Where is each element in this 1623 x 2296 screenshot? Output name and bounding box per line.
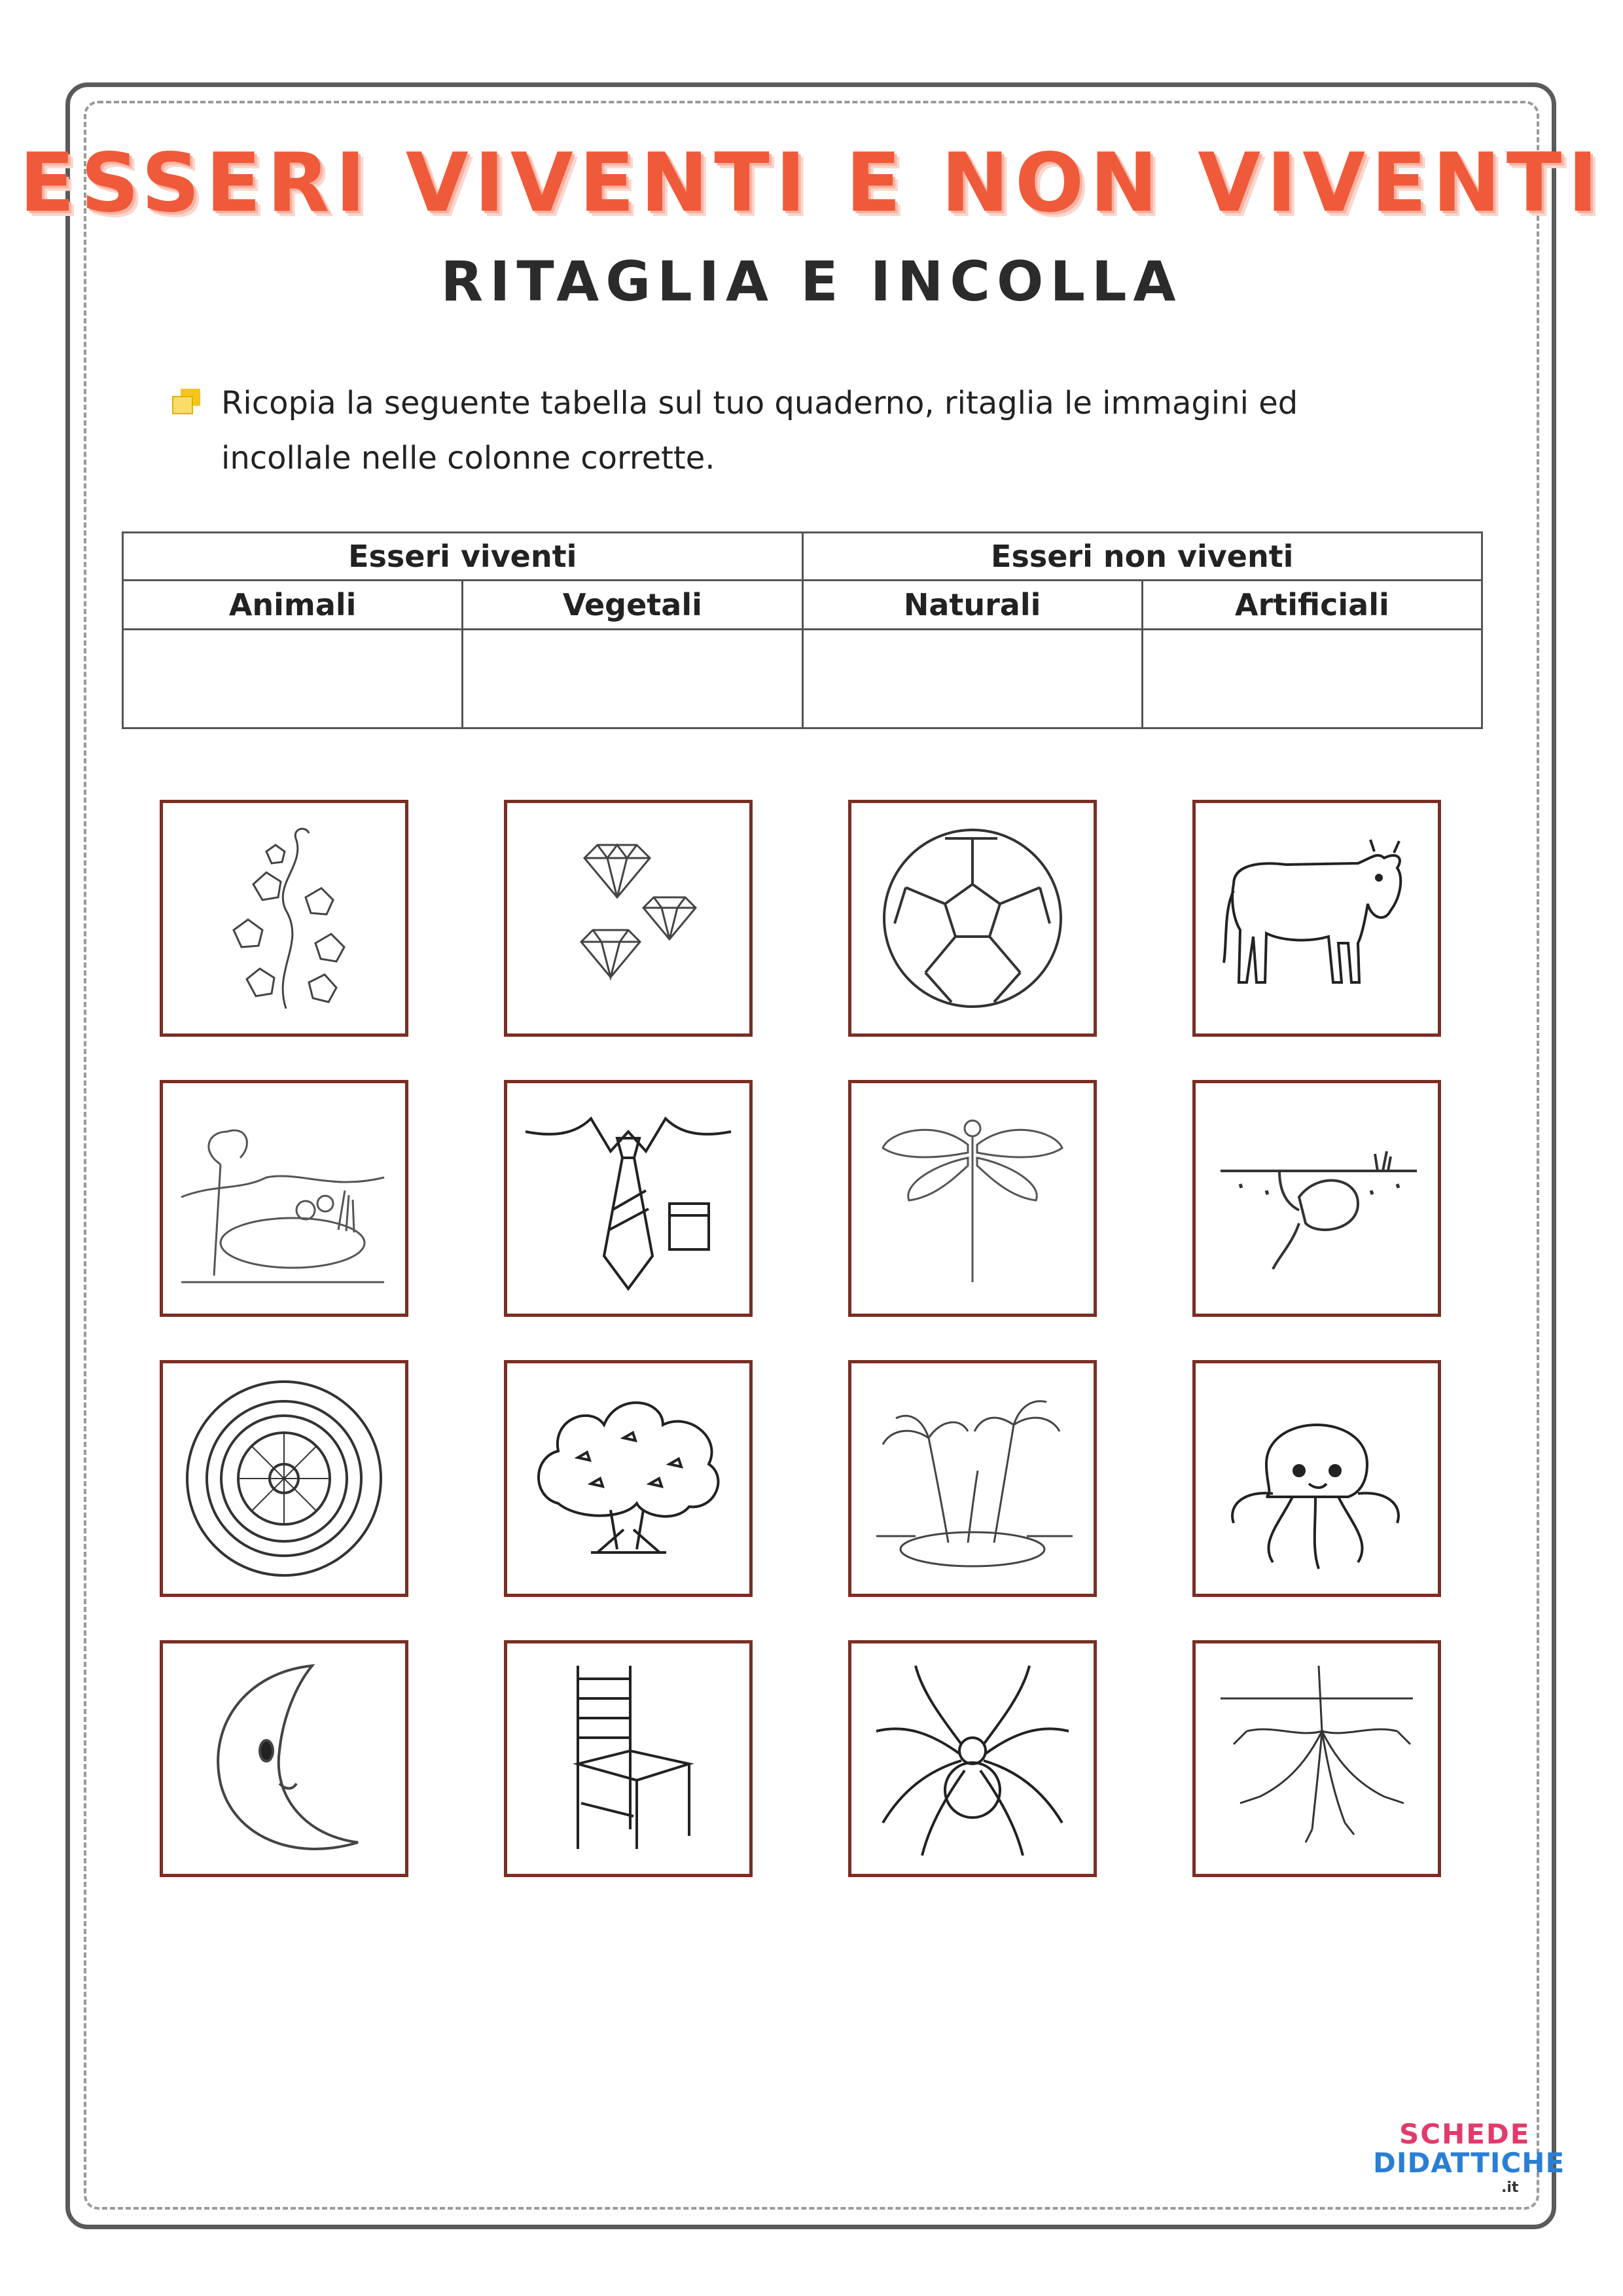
sprouting-seed-icon <box>1207 1092 1426 1304</box>
cutout-card[interactable] <box>160 1640 408 1877</box>
cutout-card[interactable] <box>848 1360 1097 1597</box>
column-header-animali: Animali <box>123 581 463 630</box>
roots-icon <box>1207 1653 1426 1865</box>
page-subtitle: RITAGLIA E INCOLLA <box>440 249 1183 314</box>
chair-icon <box>519 1653 738 1865</box>
cutout-card[interactable] <box>848 1640 1097 1877</box>
column-header-naturali: Naturali <box>802 581 1142 630</box>
cutout-card[interactable] <box>1192 800 1441 1037</box>
octopus-icon <box>1207 1372 1426 1585</box>
empty-cell-vegetali <box>463 630 802 728</box>
cutout-card[interactable] <box>1192 1080 1441 1317</box>
column-header-vegetali: Vegetali <box>463 581 802 630</box>
ivy-plant-icon <box>175 812 393 1024</box>
pond-landscape-icon <box>175 1092 393 1304</box>
group-header-nonliving: Esseri non viventi <box>802 533 1482 581</box>
instruction-line-1: Ricopia la seguente tabella sul tuo quaderno, ritaglia le immagini ed <box>221 385 1298 422</box>
crescent-moon-icon <box>175 1653 393 1865</box>
car-wheel-icon <box>175 1372 393 1585</box>
empty-cell-animali <box>123 630 463 728</box>
empty-cell-artificiali <box>1142 630 1482 728</box>
instruction-line-2: incollale nelle colonne corrette. <box>221 440 715 476</box>
cutout-card[interactable] <box>160 1360 408 1597</box>
classification-table <box>122 531 1483 729</box>
cutout-card[interactable] <box>160 800 408 1037</box>
gems-icon <box>519 812 738 1024</box>
logo-word-schede: SCHEDE <box>1399 2118 1531 2150</box>
cutout-card[interactable] <box>848 800 1097 1037</box>
dragonfly-icon <box>863 1092 1082 1304</box>
cutout-card[interactable] <box>1192 1640 1441 1877</box>
cutout-card[interactable] <box>504 1360 753 1597</box>
cow-icon <box>1207 812 1426 1024</box>
spider-icon <box>863 1653 1082 1865</box>
logo-word-didattiche: DIDATTICHE <box>1373 2147 1565 2179</box>
cutout-card[interactable] <box>504 1080 753 1317</box>
bush-icon <box>519 1372 738 1585</box>
brand-logo <box>1373 2118 1565 2197</box>
page-title: ESSERI VIVENTI E NON VIVENTI <box>19 136 1604 230</box>
cutout-card[interactable] <box>160 1080 408 1317</box>
palm-island-icon <box>863 1372 1082 1585</box>
column-header-artificiali: Artificiali <box>1142 581 1482 630</box>
group-header-living: Esseri viventi <box>123 533 803 581</box>
cutout-card[interactable] <box>1192 1360 1441 1597</box>
soccer-ball-icon <box>863 812 1082 1024</box>
cutout-card[interactable] <box>848 1080 1097 1317</box>
logo-suffix: .it <box>1501 2179 1519 2196</box>
cutout-card[interactable] <box>504 1640 753 1877</box>
bullet-icon <box>171 387 202 415</box>
shirt-tie-icon <box>519 1092 738 1304</box>
empty-cell-naturali <box>802 630 1142 728</box>
cutout-card[interactable] <box>504 800 753 1037</box>
